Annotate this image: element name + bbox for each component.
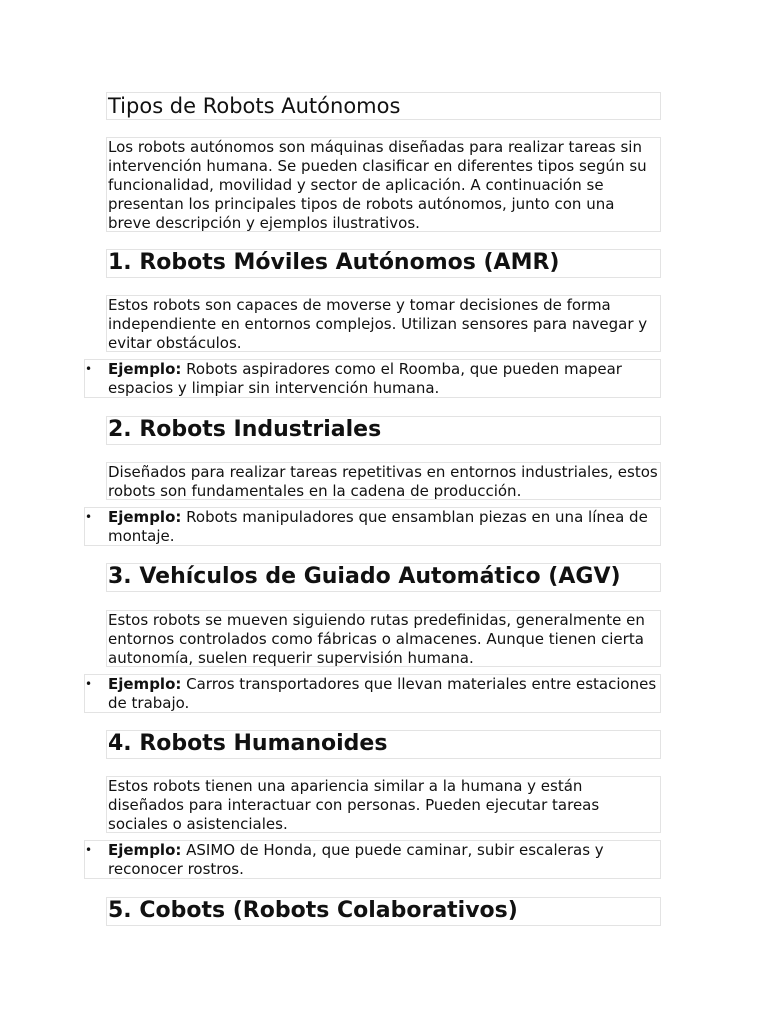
section-1-heading-block <box>106 249 661 278</box>
example-text <box>107 508 660 546</box>
section-4-text-block <box>106 776 661 833</box>
section-2-example-item <box>84 507 661 546</box>
intro-block <box>106 137 661 232</box>
example-text <box>107 675 660 713</box>
example-body: Robots manipuladores que ensamblan piezas en una línea de montaje. <box>108 508 648 545</box>
example-text <box>107 841 660 879</box>
section-paragraph: Diseñados para realizar tareas repetitivas en entornos industriales, estos robots son fundamentales en la cadena de producción. <box>108 463 658 500</box>
bullet-icon: • <box>85 843 93 857</box>
section-1-text-block <box>106 295 661 352</box>
section-1-example-item <box>84 359 661 398</box>
bullet-icon: • <box>85 677 93 691</box>
example-body: Robots aspiradores como el Roomba, que pueden mapear espacios y limpiar sin intervención humana. <box>108 360 622 397</box>
example-label: Ejemplo: <box>108 841 182 859</box>
section-4-example-item <box>84 840 661 879</box>
section-2-text-block <box>106 462 661 500</box>
intro-paragraph: Los robots autónomos son máquinas diseñadas para realizar tareas sin intervención humana. Se pueden clasificar en diferentes tipos según su funcionalidad, movilidad y sector de aplicación. A continuación se presentan los principales tipos de robots autónomos, junto con una breve descripción y ejemplos ilustrativos. <box>108 138 647 232</box>
section-4-heading-block <box>106 730 661 759</box>
section-paragraph: Estos robots se mueven siguiendo rutas predefinidas, generalmente en entornos controlados como fábricas o almacenes. Aunque tienen cierta autonomía, suelen requerir supervisión humana. <box>108 611 645 667</box>
page-title: Tipos de Robots Autónomos <box>108 94 401 118</box>
bullet-icon: • <box>85 510 93 524</box>
example-text <box>107 360 660 398</box>
section-heading: 1. Robots Móviles Autónomos (AMR) <box>108 250 560 275</box>
section-5-heading-block <box>106 897 661 926</box>
section-2-heading-block <box>106 416 661 445</box>
example-label: Ejemplo: <box>108 360 182 378</box>
section-3-heading-block <box>106 563 661 592</box>
example-body: Carros transportadores que llevan materiales entre estaciones de trabajo. <box>108 675 657 712</box>
section-paragraph: Estos robots son capaces de moverse y tomar decisiones de forma independiente en entornos complejos. Utilizan sensores para navegar y evitar obstáculos. <box>108 296 648 352</box>
example-label: Ejemplo: <box>108 675 182 693</box>
section-3-example-item <box>84 674 661 713</box>
section-heading: 5. Cobots (Robots Colaborativos) <box>108 898 518 923</box>
section-heading: 4. Robots Humanoides <box>108 731 388 756</box>
bullet-icon: • <box>85 362 93 376</box>
title-block <box>106 92 661 120</box>
section-3-text-block <box>106 610 661 667</box>
example-label: Ejemplo: <box>108 508 182 526</box>
example-body: ASIMO de Honda, que puede caminar, subir escaleras y reconocer rostros. <box>108 841 604 878</box>
section-heading: 2. Robots Industriales <box>108 417 382 442</box>
section-paragraph: Estos robots tienen una apariencia similar a la humana y están diseñados para interactuar con personas. Pueden ejecutar tareas sociales o asistenciales. <box>108 777 600 833</box>
section-heading: 3. Vehículos de Guiado Automático (AGV) <box>108 564 621 589</box>
